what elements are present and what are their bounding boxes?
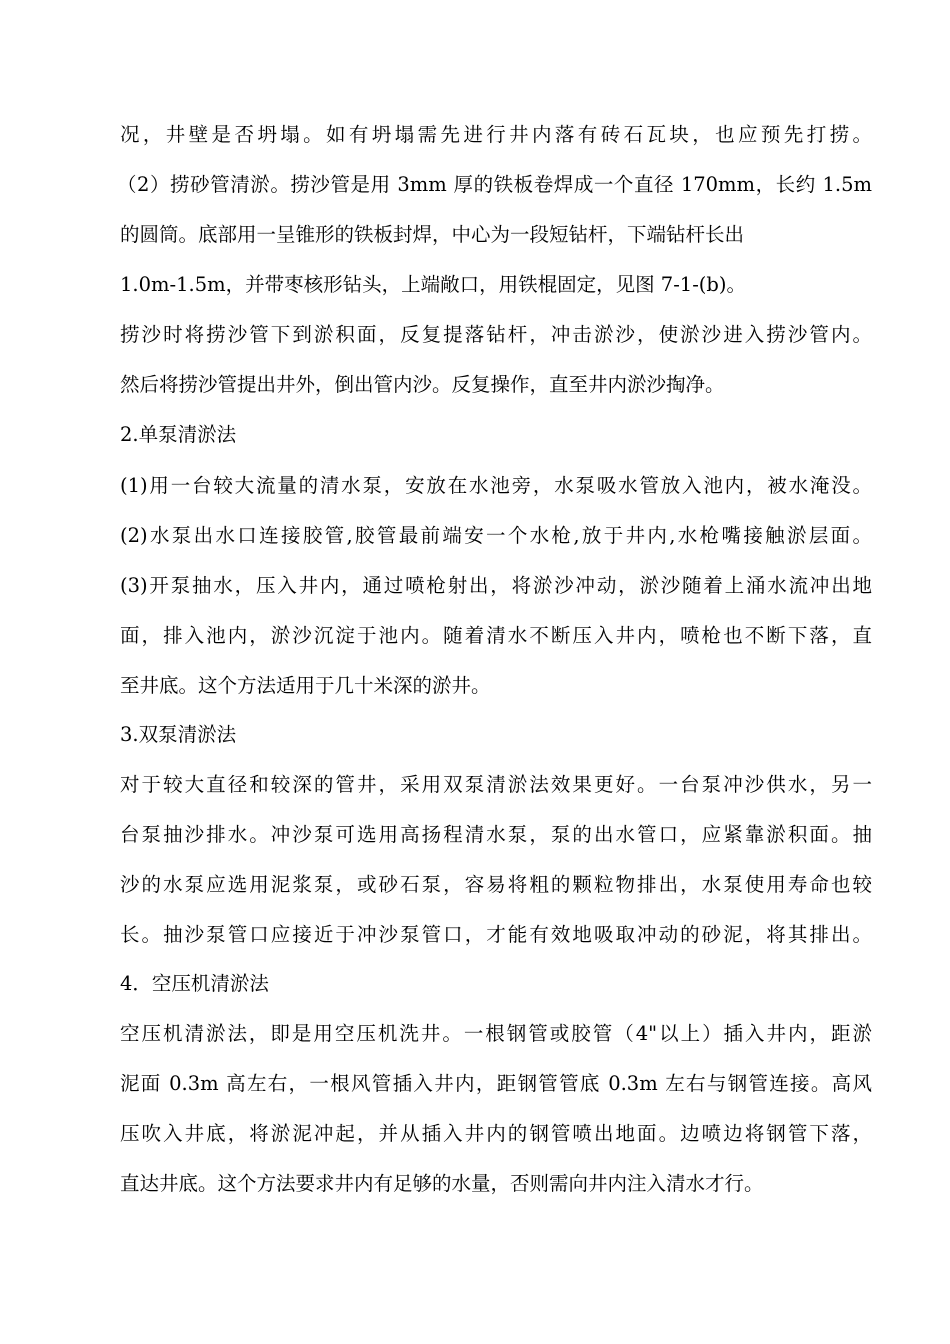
- text-line: 对于较大直径和较深的管井，采用双泵清淤法效果更好。一台泵冲沙供水，另一: [120, 773, 872, 796]
- text-line: 的圆筒。底部用一呈锥形的铁板封焊，中心为一段短钻杆，下端钻杆长出: [120, 223, 745, 246]
- section-heading: 4．空压机清淤法: [120, 972, 269, 995]
- text-line: 况，井壁是否坍塌。如有坍塌需先进行井内落有砖石瓦块，也应预先打捞。: [120, 123, 872, 146]
- text-line: 长。抽沙泵管口应接近于冲沙泵管口，才能有效地吸取冲动的砂泥，将其排出。: [120, 923, 872, 946]
- text-line: (2)水泵出水口连接胶管,胶管最前端安一个水枪,放于井内,水枪嘴接触淤层面。: [120, 524, 872, 547]
- text-line: 台泵抽沙排水。冲沙泵可选用高扬程清水泵，泵的出水管口，应紧靠淤积面。抽: [120, 823, 872, 846]
- section-heading: 3.双泵清淤法: [120, 723, 237, 746]
- text-line: 压吹入井底，将淤泥冲起，并从插入井内的钢管喷出地面。边喷边将钢管下落，: [120, 1122, 872, 1145]
- text-line: 然后将捞沙管提出井外，倒出管内沙。反复操作，直至井内淤沙掏净。: [120, 373, 725, 396]
- text-line: 沙的水泵应选用泥浆泵，或砂石泵，容易将粗的颗粒物排出，水泵使用寿命也较: [120, 873, 872, 896]
- text-line: 直达井底。这个方法要求井内有足够的水量，否则需向井内注入清水才行。: [120, 1172, 764, 1195]
- text-line: 1.0m-1.5m，并带枣核形钻头，上端敞口，用铁棍固定，见图 7-1-(b)。: [120, 273, 746, 296]
- text-line: 空压机清淤法，即是用空压机洗井。一根钢管或胶管（4"以上）插入井内，距淤: [120, 1022, 872, 1045]
- text-line: 至井底。这个方法适用于几十米深的淤井。: [120, 674, 491, 697]
- text-line: (1)用一台较大流量的清水泵，安放在水池旁，水泵吸水管放入池内，被水淹没。: [120, 474, 872, 497]
- text-line: 面，排入池内，淤沙沉淀于池内。随着清水不断压入井内，喷枪也不断下落，直: [120, 624, 872, 647]
- text-line: （2）捞砂管清淤。捞沙管是用 3mm 厚的铁板卷焊成一个直径 170mm，长约 1.5m: [117, 173, 872, 196]
- section-heading: 2.单泵清淤法: [120, 423, 237, 446]
- text-line: 捞沙时将捞沙管下到淤积面，反复提落钻杆，冲击淤沙，使淤沙进入捞沙管内。: [120, 323, 872, 346]
- text-line: 泥面 0.3m 高左右，一根风管插入井内，距钢管管底 0.3m 左右与钢管连接。高风: [120, 1072, 872, 1095]
- text-line: (3)开泵抽水，压入井内，通过喷枪射出，将淤沙冲动，淤沙随着上涌水流冲出地: [120, 574, 872, 597]
